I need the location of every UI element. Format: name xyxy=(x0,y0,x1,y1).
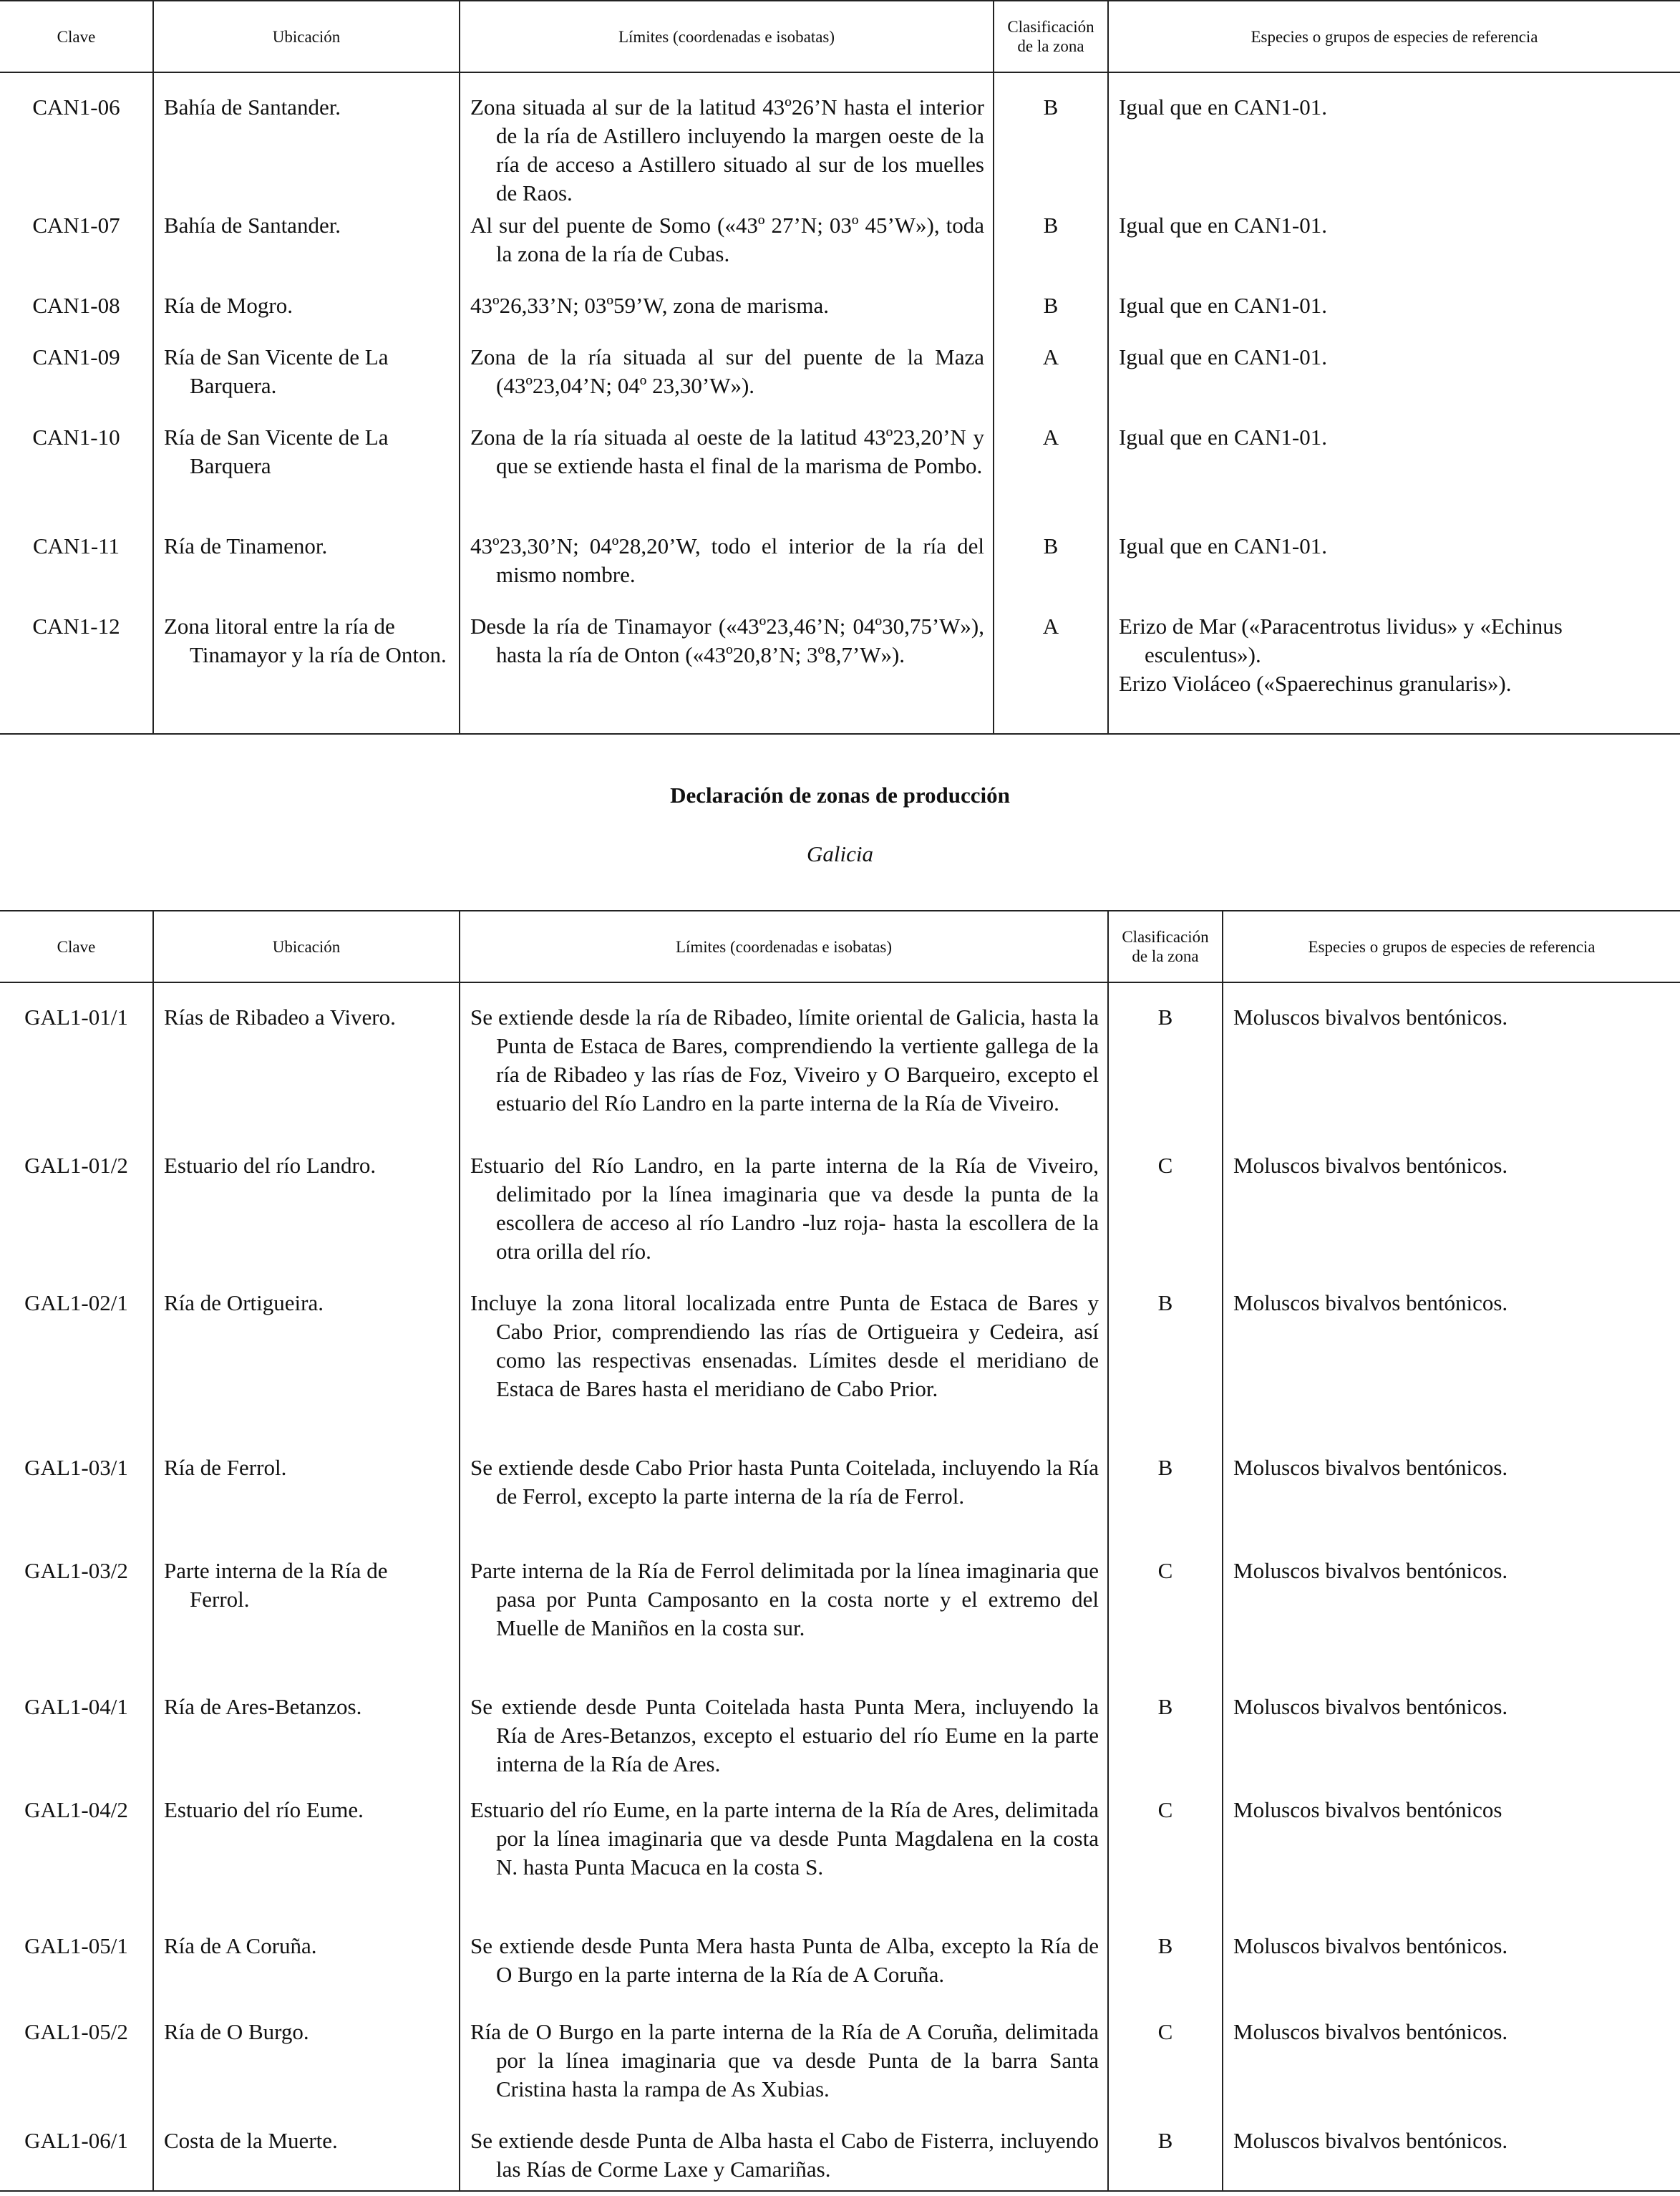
cell-clave: CAN1-07 xyxy=(32,213,120,238)
cell-especies: Igual que en CAN1-01. xyxy=(1108,72,1680,211)
table-row xyxy=(0,982,1680,1151)
cell-limites: Se extiende desde la ría de Ribadeo, límite oriental de Galicia, hasta la Punta de Estaca de Bares, comprendiendo la vertiente gallega de la ría de Ribadeo y las rías de Foz, Viveiro y O Barqueiro, excepto el estuario del Río Landro en la parte interna de la Ría de Viveiro. xyxy=(460,982,1108,1151)
cell-ubicacion: Ría de A Coruña. xyxy=(153,1932,460,2018)
table-row xyxy=(0,1289,1680,1453)
cell-limites: Estuario del río Eume, en la parte interna de la Ría de Ares, delimitada por la línea imaginaria que va desde Punta Magdalena en la costa N. hasta Punta Macuca en la costa S. xyxy=(460,1796,1108,1932)
cell-limites: Se extiende desde Punta Mera hasta Punta de Alba, excepto la Ría de O Burgo en la parte interna de la Ría de A Coruña. xyxy=(460,1932,1108,2018)
cell-especies: Moluscos bivalvos bentónicos. xyxy=(1223,1693,1680,1796)
cell-clave: CAN1-08 xyxy=(32,293,120,318)
especies-line: Erizo Violáceo («Spaerechinus granularis»). xyxy=(1119,671,1512,696)
cell-especies: Igual que en CAN1-01. xyxy=(1108,532,1680,612)
cell-limites: Ría de O Burgo en la parte interna de la Ría de A Coruña, delimitada por la línea imaginaria que va desde Punta de la barra Santa Cristina hasta la rampa de As Xubias. xyxy=(460,2018,1108,2127)
cell-clave: GAL1-06/1 xyxy=(0,2127,153,2191)
table-row xyxy=(0,1151,1680,1289)
cell-limites: 43º26,33’N; 03º59’W, zona de marisma. xyxy=(460,291,994,343)
cell-clasificacion: B xyxy=(1108,1693,1223,1796)
header-clasificacion: Clasificación de la zona xyxy=(994,1,1108,72)
header-limites: Límites (coordenadas e isobatas) xyxy=(460,1,994,72)
production-zones-table-cantabria xyxy=(0,0,1680,735)
cell-especies: Moluscos bivalvos bentónicos. xyxy=(1223,1151,1680,1289)
cell-ubicacion: Estuario del río Landro. xyxy=(153,1151,460,1289)
cell-clasificacion: C xyxy=(1108,1796,1223,1932)
cell-limites: Zona situada al sur de la latitud 43º26’N hasta el interior de la ría de Astillero incluyendo la margen oeste de la ría de acceso a Astillero situado al sur de los muelles de Raos. xyxy=(460,72,994,211)
cell-limites: Se extiende desde Punta Coitelada hasta Punta Mera, incluyendo la Ría de Ares-Betanzos, excepto el estuario del río Eume en la parte interna de la Ría de Ares. xyxy=(460,1693,1108,1796)
cell-especies: Moluscos bivalvos bentónicos. xyxy=(1223,1557,1680,1693)
cell-clasificacion: B xyxy=(994,532,1108,612)
cell-especies: Moluscos bivalvos bentónicos. xyxy=(1223,982,1680,1151)
cell-especies: Igual que en CAN1-01. xyxy=(1108,211,1680,291)
cell-ubicacion: Bahía de Santander. xyxy=(153,72,460,211)
cell-especies: Moluscos bivalvos bentónicos. xyxy=(1223,1932,1680,2018)
cell-clave: GAL1-02/1 xyxy=(24,1290,128,1315)
cell-ubicacion: Bahía de Santander. xyxy=(153,211,460,291)
cell-especies: Moluscos bivalvos bentónicos. xyxy=(1223,2018,1680,2127)
cell-clave: GAL1-03/1 xyxy=(24,1455,128,1480)
cell-clasificacion: A xyxy=(994,612,1108,734)
cell-limites: Al sur del puente de Somo («43º 27’N; 03º 45’W»), toda la zona de la ría de Cubas. xyxy=(460,211,994,291)
cell-clasificacion: C xyxy=(1108,1151,1223,1289)
table-row xyxy=(0,612,1680,734)
cell-clasificacion: B xyxy=(1108,982,1223,1151)
cell-ubicacion: Ría de Ortigueira. xyxy=(153,1289,460,1453)
cell-clasificacion: B xyxy=(994,291,1108,343)
cell-ubicacion: Ría de Tinamenor. xyxy=(153,532,460,612)
table-row xyxy=(0,1557,1680,1693)
table-row xyxy=(0,2127,1680,2191)
cell-limites: Se extiende desde Punta de Alba hasta el Cabo de Fisterra, incluyendo las Rías de Corme Laxe y Camariñas. xyxy=(460,2127,1108,2191)
cell-clasificacion: B xyxy=(994,72,1108,211)
cell-clave: CAN1-09 xyxy=(32,344,120,369)
table-row xyxy=(0,72,1680,211)
cell-especies: Moluscos bivalvos bentónicos xyxy=(1223,1796,1680,1932)
header-clave: Clave xyxy=(0,1,153,72)
cell-clave: GAL1-05/2 xyxy=(24,2019,128,2044)
especies-line: Erizo de Mar («Paracentrotus lividus» y «Echinus esculentus»). xyxy=(1119,614,1563,667)
header-especies: Especies o grupos de especies de referencia xyxy=(1223,911,1680,982)
cell-especies: Moluscos bivalvos bentónicos. xyxy=(1223,2127,1680,2191)
cell-clasificacion: A xyxy=(994,423,1108,532)
header-clave: Clave xyxy=(0,911,153,982)
cell-especies: Moluscos bivalvos bentónicos. xyxy=(1223,1453,1680,1557)
cell-clasificacion: A xyxy=(994,343,1108,423)
cell-clave: GAL1-01/1 xyxy=(24,1005,128,1030)
table-row xyxy=(0,1796,1680,1932)
cell-ubicacion: Costa de la Muerte. xyxy=(153,2127,460,2191)
header-ubicacion: Ubicación xyxy=(153,911,460,982)
cell-clave: GAL1-01/2 xyxy=(24,1153,128,1178)
cell-clasificacion: B xyxy=(1108,1453,1223,1557)
header-limites: Límites (coordenadas e isobatas) xyxy=(460,911,1108,982)
cell-clasificacion: C xyxy=(1108,2018,1223,2127)
cell-limites: Incluye la zona litoral localizada entre Punta de Estaca de Bares y Cabo Prior, comprendiendo las rías de Ortigueira y Cedeira, así como las respectivas ensenadas. Límites desde el meridiano de Estaca de Bares hasta el meridiano de Cabo Prior. xyxy=(460,1289,1108,1453)
cell-clasificacion: B xyxy=(994,211,1108,291)
cell-clave: CAN1-10 xyxy=(32,425,120,450)
cell-ubicacion: Rías de Ribadeo a Vivero. xyxy=(153,982,460,1151)
cell-limites: Zona de la ría situada al sur del puente de la Maza (43º23,04’N; 04º 23,30’W»). xyxy=(460,343,994,423)
cell-ubicacion: Ría de San Vicente de La Barquera. xyxy=(153,343,460,423)
cell-especies: Igual que en CAN1-01. xyxy=(1108,343,1680,423)
table-row xyxy=(0,532,1680,612)
table-row xyxy=(0,1693,1680,1796)
header-ubicacion: Ubicación xyxy=(153,1,460,72)
table-row xyxy=(0,2018,1680,2127)
cell-clasificacion: B xyxy=(1108,1289,1223,1453)
cell-especies: Igual que en CAN1-01. xyxy=(1108,291,1680,343)
cell-clasificacion: C xyxy=(1108,1557,1223,1693)
table-row xyxy=(0,343,1680,423)
cell-ubicacion: Ría de O Burgo. xyxy=(153,2018,460,2127)
table-row xyxy=(0,211,1680,291)
table-row xyxy=(0,291,1680,343)
cell-clave: GAL1-04/1 xyxy=(24,1694,128,1719)
cell-limites: Estuario del Río Landro, en la parte interna de la Ría de Viveiro, delimitado por la línea imaginaria que va desde la punta de la escollera de acceso al río Landro -luz roja- hasta la escollera de la otra orilla del río. xyxy=(460,1151,1108,1289)
cell-ubicacion: Estuario del río Eume. xyxy=(153,1796,460,1932)
production-zones-table-galicia xyxy=(0,910,1680,2192)
cell-limites: 43º23,30’N; 04º28,20’W, todo el interior de la ría del mismo nombre. xyxy=(460,532,994,612)
section-title: Declaración de zonas de producción xyxy=(670,783,1010,808)
header-especies: Especies o grupos de especies de referencia xyxy=(1108,1,1680,72)
cell-ubicacion: Ría de San Vicente de La Barquera xyxy=(153,423,460,532)
cell-especies: Igual que en CAN1-01. xyxy=(1108,423,1680,532)
table-row xyxy=(0,1453,1680,1557)
cell-limites: Desde la ría de Tinamayor («43º23,46’N; 04º30,75’W»), hasta la ría de Onton («43º20,8’N; 3º8,7’W»). xyxy=(460,612,994,734)
cell-clasificacion: B xyxy=(1108,2127,1223,2191)
cell-clave: CAN1-11 xyxy=(32,533,120,558)
cell-clave: CAN1-12 xyxy=(0,612,153,734)
cell-ubicacion: Parte interna de la Ría de Ferrol. xyxy=(153,1557,460,1693)
cell-clave: GAL1-05/1 xyxy=(24,1933,128,1958)
cell-limites: Zona de la ría situada al oeste de la latitud 43º23,20’N y que se extiende hasta el final de la marisma de Pombo. xyxy=(460,423,994,532)
cell-limites: Se extiende desde Cabo Prior hasta Punta Coitelada, incluyendo la Ría de Ferrol, excepto la parte interna de la ría de Ferrol. xyxy=(460,1453,1108,1557)
section-subtitle: Galicia xyxy=(807,841,873,866)
cell-ubicacion: Ría de Mogro. xyxy=(153,291,460,343)
cell-clave: GAL1-03/2 xyxy=(24,1558,128,1583)
cell-ubicacion: Ría de Ares-Betanzos. xyxy=(153,1693,460,1796)
cell-limites: Parte interna de la Ría de Ferrol delimitada por la línea imaginaria que pasa por Punta Camposanto en la costa norte y el extremo del Muelle de Maniños en la costa sur. xyxy=(460,1557,1108,1693)
cell-especies xyxy=(1108,612,1680,734)
table-row xyxy=(0,1932,1680,2018)
cell-ubicacion: Zona litoral entre la ría de Tinamayor y la ría de Onton. xyxy=(153,612,460,734)
table-row xyxy=(0,423,1680,532)
cell-clasificacion: B xyxy=(1108,1932,1223,2018)
cell-clave: CAN1-06 xyxy=(32,95,120,120)
cell-clave: GAL1-04/2 xyxy=(24,1797,128,1822)
header-clasificacion: Clasificación de la zona xyxy=(1108,911,1223,982)
cell-ubicacion: Ría de Ferrol. xyxy=(153,1453,460,1557)
cell-especies: Moluscos bivalvos bentónicos. xyxy=(1223,1289,1680,1453)
